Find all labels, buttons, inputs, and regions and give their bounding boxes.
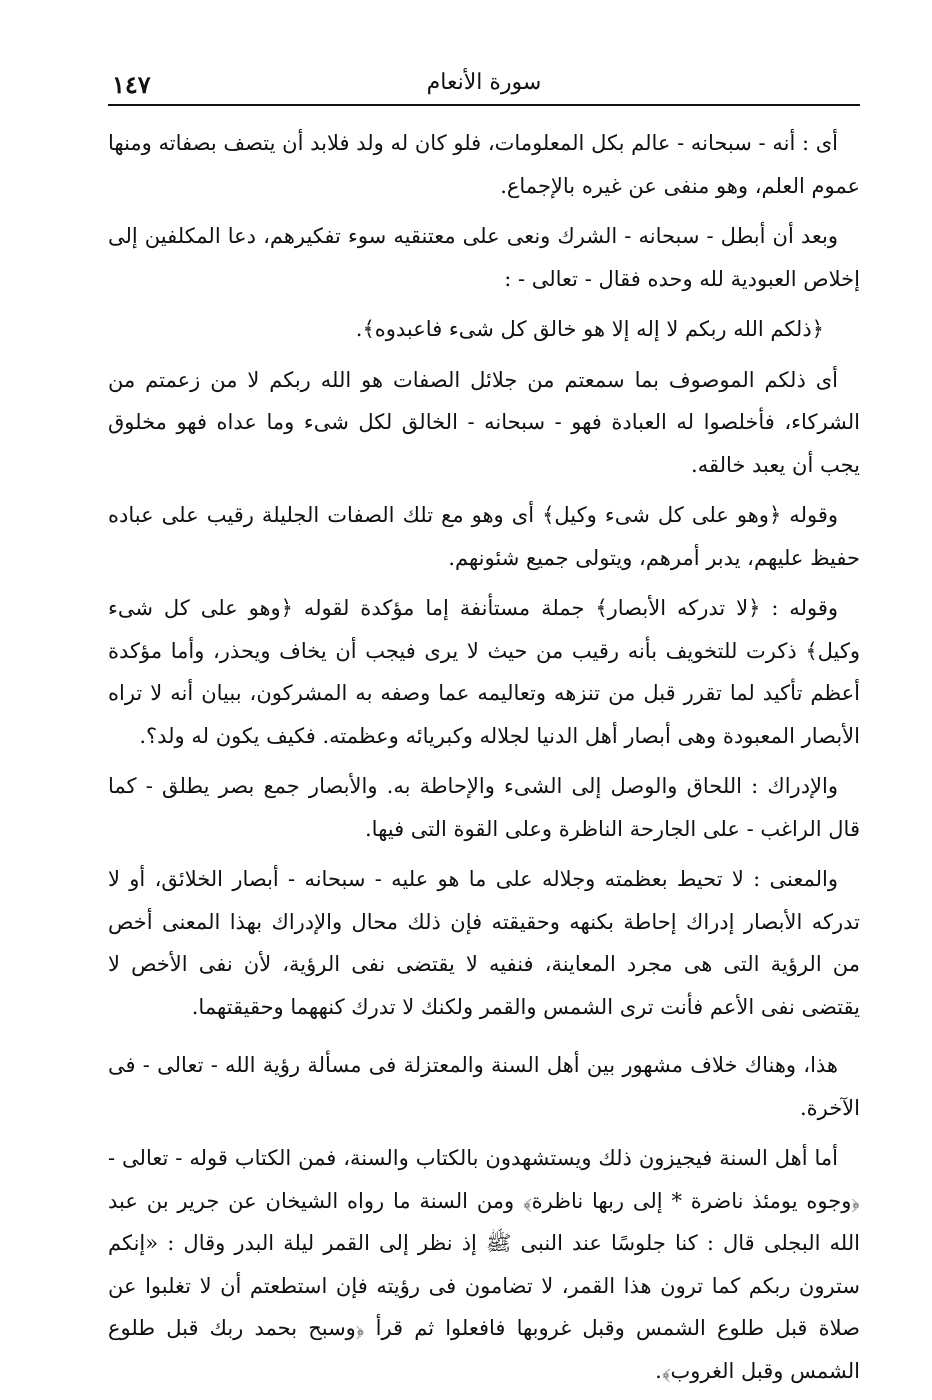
paragraph: أى ذلكم الموصوف بما سمعتم من جلائل الصفات هو الله ربكم لا من زعمتم من الشركاء، فأخلصوا له العبادة فهو - سبحانه - الخالق لكل شىء وما عداه فهو مخلوق يجب أن يعبد خالقه. [108, 367, 860, 477]
header-divider [108, 104, 860, 106]
paragraph: وقوله : ﴿لا تدركه الأبصار﴾ جملة مستأنفة إما مؤكدة لقوله ﴿وهو على كل شىء وكيل﴾ ذكرت للتخويف بأنه رقيب من حيث لا يرى فيجب أن يخاف ويحذر، وأما مؤكدة أعظم تأكيد لما تقرر قبل من تنزهه وتعاليمه عما وصفه به المشركون، ببيان أنه لا تراه الأبصار المعبودة وهى أبصار أهل الدنيا لجلاله وكبريائه وعظمته. فكيف يكون له ولد؟. [108, 596, 860, 748]
paragraph: أما أهل السنة فيجيزون ذلك ويستشهدون بالكتاب والسنة، فمن الكتاب قوله - تعالى - ﴿وجوه يومئذ ناضرة * إلى ربها ناظرة﴾ ومن السنة ما رواه الشيخان عن جرير بن عبد الله البجلى قال : كنا جلوسًا عند النبى ﷺ إذ نظر إلى القمر ليلة البدر وقال : «إنكم سترون ربكم كما ترون هذا القمر، لا تضامون فى رؤيته فإن استطعتم أن لا تغلبوا عن صلاة قبل طلوع الشمس وقبل غروبها فافعلوا ثم قرأ ﴿وسبح بحمد ربك قبل طلوع الشمس وقبل الغروب﴾. [108, 1146, 860, 1383]
paragraph: والمعنى : لا تحيط بعظمته وجلاله على ما هو عليه - سبحانه - أبصار الخلائق، أو لا تدركه الأبصار إدراك إحاطة بكنهه وحقيقته فإن ذلك محال والإدراك بهذا المعنى أخص من الرؤية التى هى مجرد المعاينة، فنفيه لا يقتضى نفى الرؤية، لأن نفى الأخص لا يقتضى نفى الأعم فأنت ترى الشمس والقمر ولكنك لا تدرك كنههما وحقيقتهما. [108, 867, 860, 1019]
paragraph: هذا، وهناك خلاف مشهور بين أهل السنة والمعتزلة فى مسألة رؤية الله - تعالى - فى الآخرة. [108, 1053, 860, 1120]
paragraph: والإدراك : اللحاق والوصل إلى الشىء والإحاطة به. والأبصار جمع بصر يطلق - كما قال الراغب - على الجارحة الناظرة وعلى القوة التى فيها. [108, 774, 860, 841]
verse-paragraph: ﴿ذلكم الله ربكم لا إله إلا هو خالق كل شىء فاعبدوه﴾. [355, 317, 824, 341]
surah-title: سورة الأنعام [426, 70, 542, 95]
paragraph: أى : أنه - سبحانه - عالم بكل المعلومات، فلو كان له ولد فلابد أن يتصف بصفاته ومنها عموم العلم، وهو منفى عن غيره بالإجماع. [108, 131, 860, 198]
paragraph: وبعد أن أبطل - سبحانه - الشرك ونعى على معتنقيه سوء تفكيرهم، دعا المكلفين إلى إخلاص العبودية لله وحده فقال - تعالى - : [108, 224, 860, 291]
paragraph: وقوله ﴿وهو على كل شىء وكيل﴾ أى وهو مع تلك الصفات الجليلة رقيب على عباده حفيظ عليهم، يدبر أمرهم، ويتولى جميع شئونهم. [108, 503, 860, 570]
page-body [108, 122, 860, 1400]
page-number: ١٤٧ [112, 70, 151, 99]
page-header [108, 66, 860, 106]
